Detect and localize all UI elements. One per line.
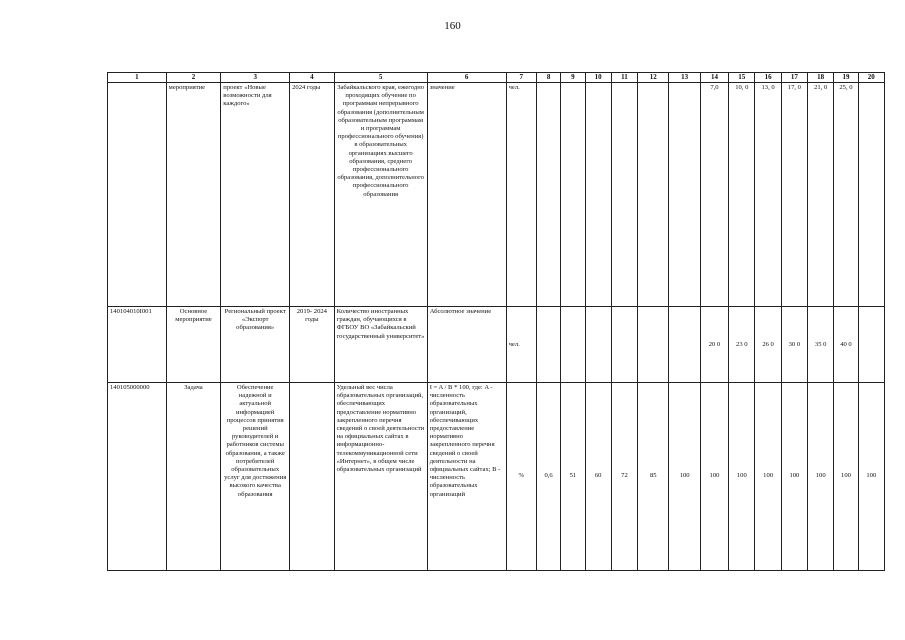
header-cell: 16 (755, 73, 781, 83)
name-cell: проект «Новые возможности для каждого» (221, 83, 290, 307)
value-cell: 51 (561, 383, 585, 571)
value-cell: 100 (729, 383, 755, 571)
value-cell: 100 (669, 383, 700, 571)
method-cell: Абсолютное значение (427, 307, 506, 383)
code-cell (108, 83, 167, 307)
value-cell (669, 83, 700, 307)
value-cell (858, 307, 884, 383)
value-cell (611, 307, 637, 383)
indicator-cell: Удельный вес числа образовательных организаций, обеспечивающих предоставление нормативно закрепленного перечня сведений о своей деятельности на официальных сайтах в информационно-телекоммуникационной сети «Интернет», в общем числе образовательных организаций (334, 383, 427, 571)
value-cell (611, 83, 637, 307)
value-cell (585, 307, 611, 383)
type-cell: мероприятие (166, 83, 221, 307)
header-cell: 6 (427, 73, 506, 83)
value-cell (536, 307, 560, 383)
header-cell: 7 (506, 73, 536, 83)
value-cell (561, 307, 585, 383)
unit-cell: чел. (506, 307, 536, 383)
indicator-cell: Количество иностранных граждан, обучающихся в ФГБОУ ВО «Забайкальский государственный университет» (334, 307, 427, 383)
header-cell: 3 (221, 73, 290, 83)
value-cell: 17, 0 (781, 83, 807, 307)
table-row (108, 83, 885, 307)
table-row (108, 383, 885, 571)
value-cell: 0,6 (536, 383, 560, 571)
value-cell: 40 0 (834, 307, 858, 383)
unit-cell: чел. (506, 83, 536, 307)
method-cell: значение (427, 83, 506, 307)
type-cell: Задача (166, 383, 221, 571)
value-cell (669, 307, 700, 383)
value-cell: 60 (585, 383, 611, 571)
value-cell (858, 83, 884, 307)
code-cell: 140105000000 (108, 383, 167, 571)
indicator-cell: Забайкальского края, ежегодно проходящих обучение по программам непрерывного образования (дополнительным образовательным программам и программам профессионального обучения) в образовательных организациях высшего образования, среднего профессионального образования, дополнительного профессионального образования (334, 83, 427, 307)
header-cell: 5 (334, 73, 427, 83)
header-cell: 13 (669, 73, 700, 83)
value-cell: 13, 0 (755, 83, 781, 307)
value-cell (638, 307, 669, 383)
header-cell: 14 (700, 73, 728, 83)
header-cell: 17 (781, 73, 807, 83)
unit-cell: % (506, 383, 536, 571)
header-cell: 18 (808, 73, 834, 83)
name-cell: Обеспечение надежной и актуальной информацией процессов принятия решений руководителей и работников системы образования, а также потребителей образовательных услуг для достижения высокого качества образования (221, 383, 290, 571)
value-cell: 20 0 (700, 307, 728, 383)
header-cell: 12 (638, 73, 669, 83)
header-cell: 2 (166, 73, 221, 83)
indicators-table (107, 72, 885, 571)
value-cell: 21, 0 (808, 83, 834, 307)
period-cell (290, 383, 335, 571)
header-cell: 20 (858, 73, 884, 83)
value-cell: 100 (700, 383, 728, 571)
value-cell: 100 (858, 383, 884, 571)
value-cell: 72 (611, 383, 637, 571)
method-cell: I = A / B * 100, где: A - численность образовательных организаций, обеспечивающих предоставление нормативно закрепленного перечня сведений о своей деятельности на официальных сайтах; B - численность образовательных организаций (427, 383, 506, 571)
value-cell: 100 (755, 383, 781, 571)
value-cell: 7,0 (700, 83, 728, 307)
value-cell (585, 83, 611, 307)
value-cell (638, 83, 669, 307)
code-cell: 140104010I001 (108, 307, 167, 383)
value-cell: 100 (834, 383, 858, 571)
header-cell: 15 (729, 73, 755, 83)
value-cell: 100 (781, 383, 807, 571)
value-cell: 26 0 (755, 307, 781, 383)
value-cell (561, 83, 585, 307)
header-cell: 4 (290, 73, 335, 83)
header-cell: 8 (536, 73, 560, 83)
period-cell: 2024 годы (290, 83, 335, 307)
header-cell: 10 (585, 73, 611, 83)
value-cell: 30 0 (781, 307, 807, 383)
header-cell: 11 (611, 73, 637, 83)
value-cell (536, 83, 560, 307)
value-cell: 100 (808, 383, 834, 571)
header-cell: 9 (561, 73, 585, 83)
header-cell: 19 (834, 73, 858, 83)
value-cell: 85 (638, 383, 669, 571)
header-cell: 1 (108, 73, 167, 83)
period-cell: 2019- 2024 годы (290, 307, 335, 383)
page-number: 160 (444, 20, 461, 32)
header-row (108, 73, 885, 83)
value-cell: 25, 0 (834, 83, 858, 307)
name-cell: Региональный проект «Экспорт образования» (221, 307, 290, 383)
value-cell: 35 0 (808, 307, 834, 383)
table-row (108, 307, 885, 383)
type-cell: Основное мероприятие (166, 307, 221, 383)
value-cell: 10, 0 (729, 83, 755, 307)
value-cell: 23 0 (729, 307, 755, 383)
